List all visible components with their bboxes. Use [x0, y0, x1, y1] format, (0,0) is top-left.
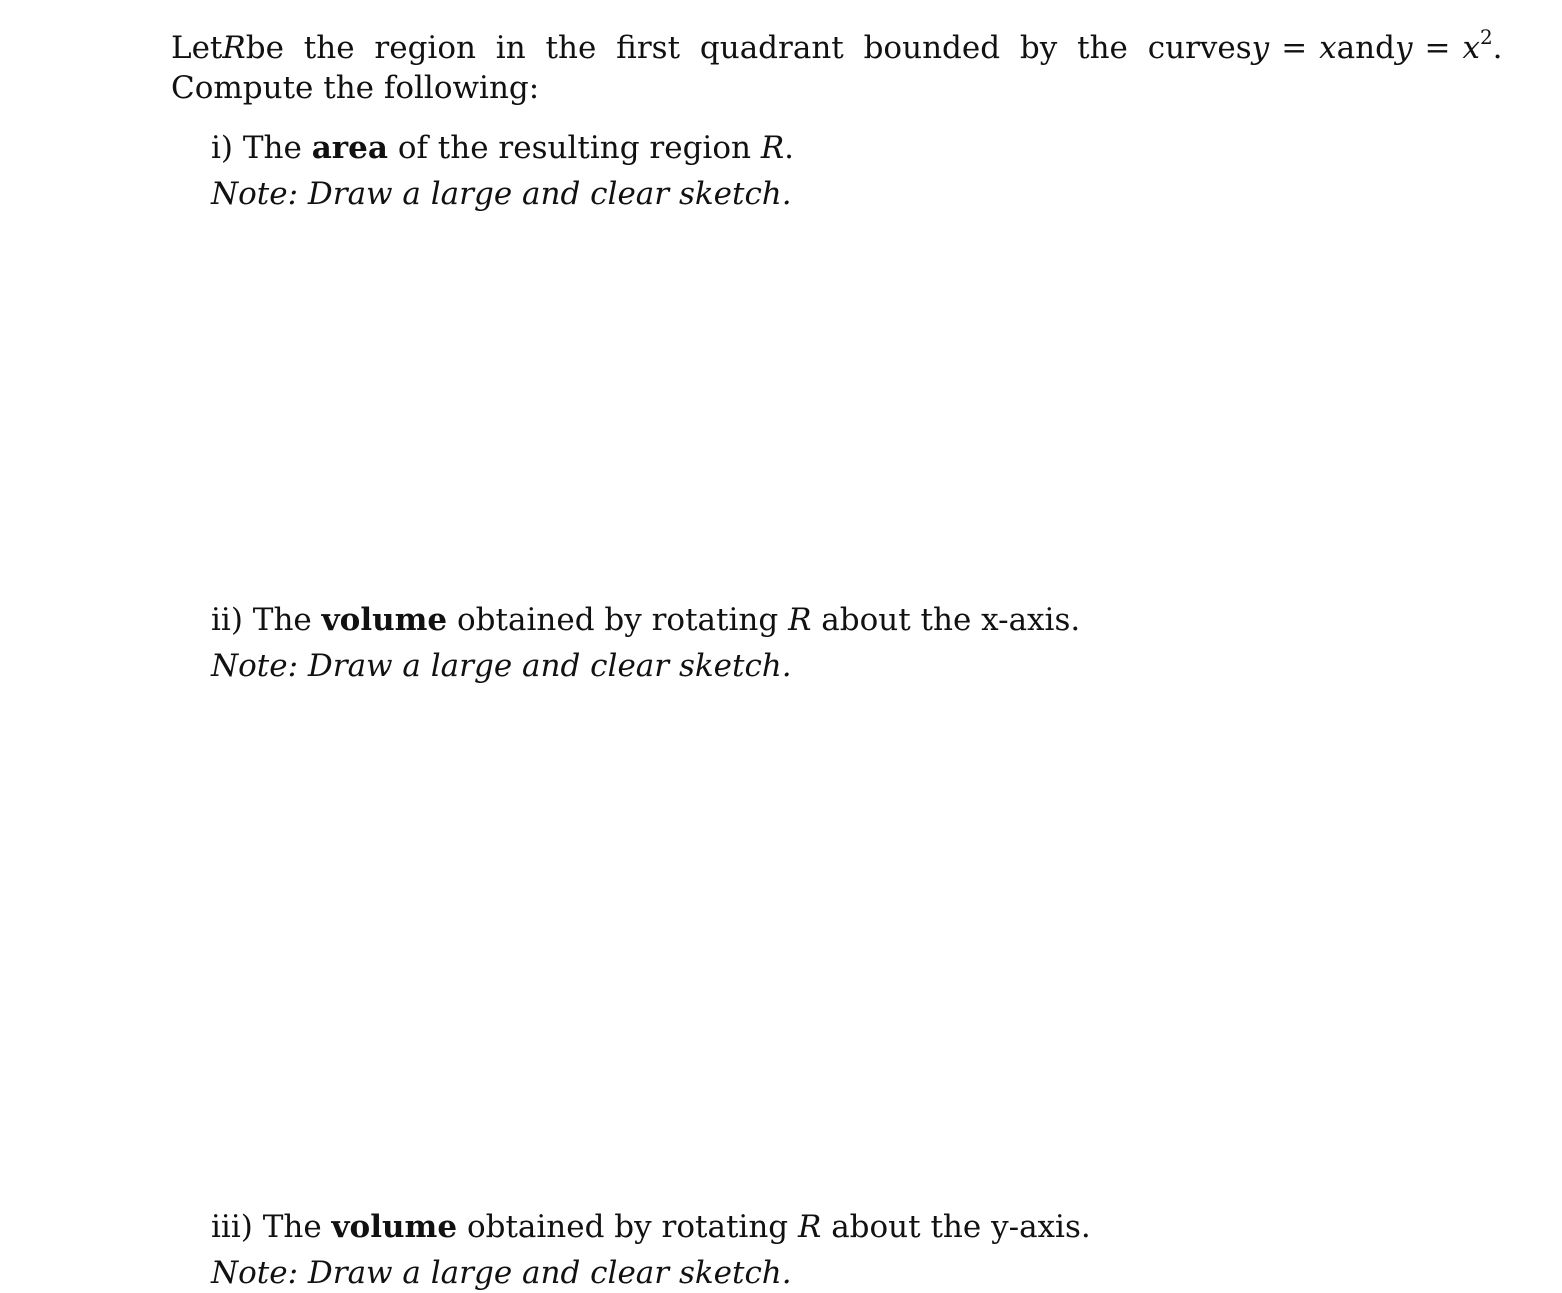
equals-1: = [1281, 30, 1308, 66]
part-ii-end: about the x-axis. [821, 602, 1081, 638]
region-symbol: R [222, 30, 246, 66]
part-iii-text: obtained by rotating [466, 1209, 789, 1245]
word-and: and [1336, 30, 1395, 66]
part-i-text: of the resulting region [397, 130, 751, 166]
problem-line-2: Compute the following: [171, 70, 540, 106]
part-ii-text: obtained by rotating [457, 602, 779, 638]
part-i-note: Note: Draw a large and clear sketch. [211, 176, 792, 212]
period: . [1492, 30, 1503, 66]
part-iii-title [211, 1207, 1091, 1247]
part-ii-region-symbol: R [788, 602, 812, 638]
part-i-end: . [784, 130, 795, 166]
part-iii-prefix: iii) The [211, 1209, 322, 1245]
var-y1: y [1251, 30, 1270, 66]
word-let: Let [171, 30, 223, 66]
part-i-bold: area [311, 130, 388, 166]
var-y2: y [1394, 30, 1413, 66]
part-iii [211, 1207, 1091, 1293]
part-i-region-symbol: R [760, 130, 785, 166]
exponent: 2 [1479, 25, 1493, 49]
equals-2: = [1424, 30, 1451, 66]
var-x2: x [1462, 30, 1480, 66]
part-ii-title [211, 600, 1080, 640]
part-iii-end: about the y-axis. [831, 1209, 1091, 1245]
equation-1 [1252, 28, 1337, 68]
problem-statement [171, 25, 1503, 108]
part-i-prefix: i) The [211, 130, 302, 166]
part-ii-prefix: ii) The [211, 602, 312, 638]
part-iii-bold: volume [331, 1209, 458, 1245]
equation-2 [1394, 25, 1503, 68]
var-x1: x [1319, 30, 1337, 66]
problem-text-a: be the region in the first quadrant bounded by the curves [245, 30, 1252, 66]
part-i-title [211, 128, 794, 168]
part-i [211, 128, 794, 214]
part-ii [211, 600, 1080, 686]
part-ii-bold: volume [321, 602, 448, 638]
part-ii-note: Note: Draw a large and clear sketch. [211, 648, 792, 684]
problem-line-1 [171, 25, 1503, 68]
problem-text [246, 28, 1252, 68]
part-iii-region-symbol: R [797, 1209, 822, 1245]
part-iii-note: Note: Draw a large and clear sketch. [211, 1255, 792, 1291]
